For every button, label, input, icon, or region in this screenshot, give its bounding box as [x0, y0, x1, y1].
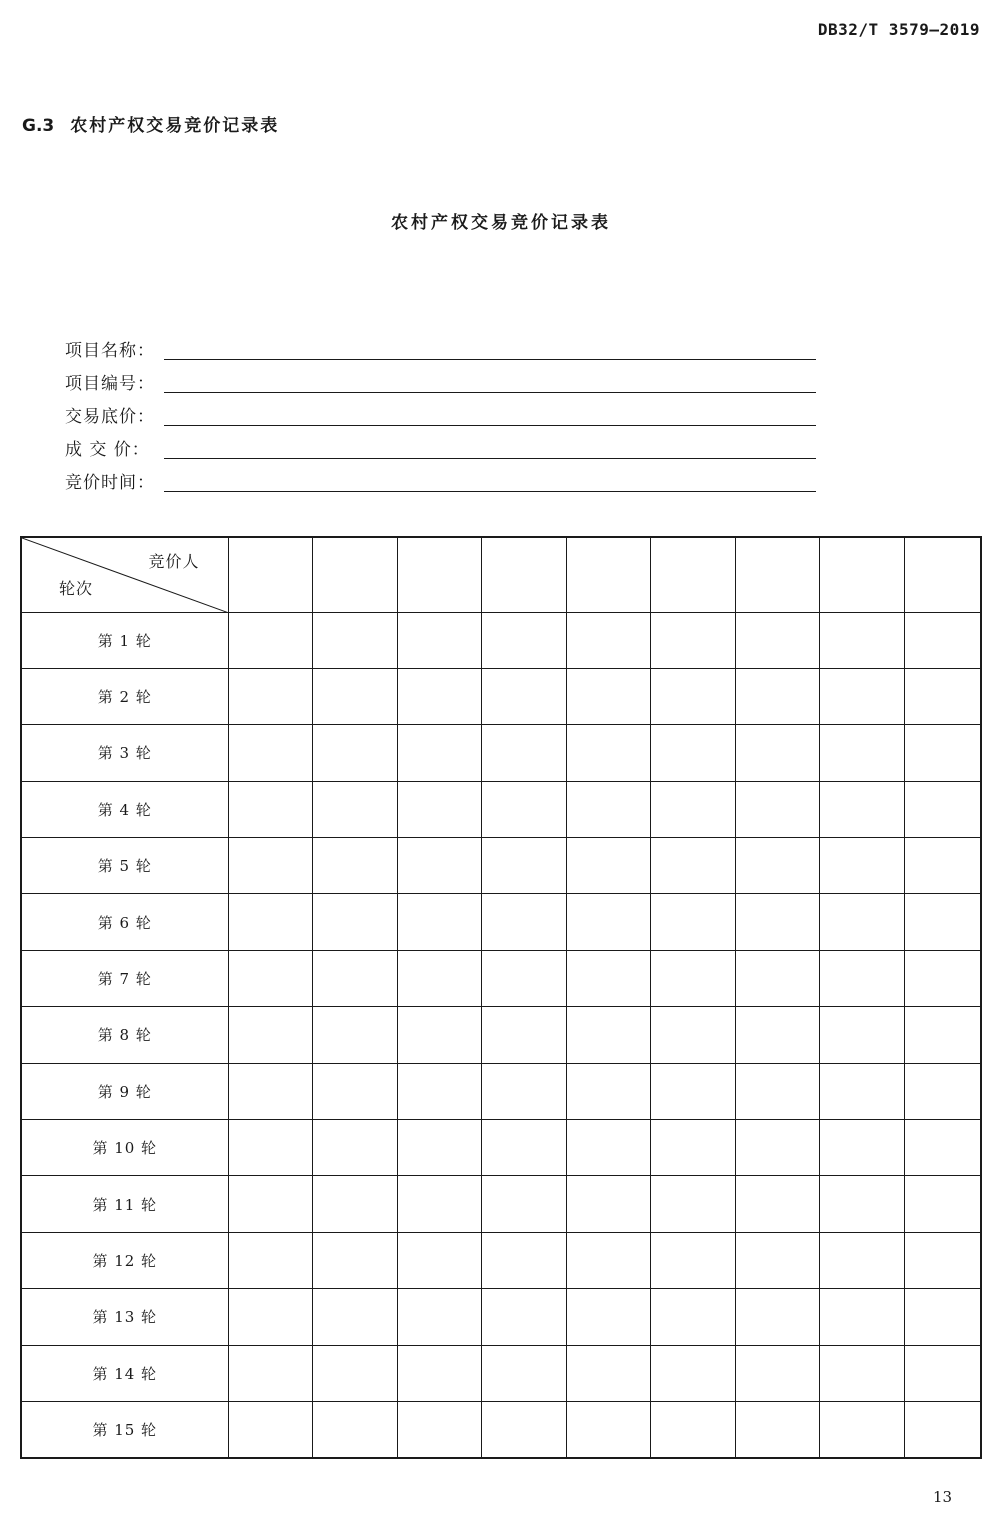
bidder-header-cell[interactable] — [819, 537, 904, 612]
bid-cell[interactable] — [312, 1289, 397, 1345]
page-number: 13 — [933, 1488, 953, 1506]
bid-cell[interactable] — [904, 1345, 981, 1401]
bid-cell[interactable] — [481, 668, 566, 724]
bid-cell[interactable] — [397, 1345, 481, 1401]
bid-cell[interactable] — [481, 950, 566, 1006]
bid-cell[interactable] — [819, 1232, 904, 1288]
field-label: 成 交 价： — [65, 440, 150, 460]
table-row — [21, 1120, 981, 1176]
table-row — [21, 668, 981, 724]
bid-cell[interactable] — [904, 894, 981, 950]
bid-cell[interactable] — [481, 1345, 566, 1401]
table-row — [21, 1345, 981, 1401]
bid-cell[interactable] — [904, 668, 981, 724]
bid-cell[interactable] — [566, 1289, 650, 1345]
round-label: 第 11 轮 — [21, 1176, 228, 1232]
bid-cell[interactable] — [735, 894, 819, 950]
project-number-input-line[interactable] — [164, 392, 816, 393]
bid-cell[interactable] — [228, 950, 312, 1006]
deal-price-input-line[interactable] — [164, 458, 816, 459]
bid-cell[interactable] — [819, 1007, 904, 1063]
table-row — [21, 1176, 981, 1232]
bid-cell[interactable] — [566, 781, 650, 837]
table-row — [21, 894, 981, 950]
bidder-header-cell[interactable] — [397, 537, 481, 612]
bid-cell[interactable] — [819, 1063, 904, 1119]
bid-cell[interactable] — [397, 1007, 481, 1063]
bid-cell[interactable] — [228, 1176, 312, 1232]
field-label: 项目编号： — [65, 374, 155, 394]
bid-cell[interactable] — [312, 725, 397, 781]
round-label: 第 12 轮 — [21, 1232, 228, 1288]
bid-cell[interactable] — [481, 1063, 566, 1119]
table-row — [21, 1401, 981, 1457]
bid-cell[interactable] — [819, 1345, 904, 1401]
bid-cell[interactable] — [481, 1401, 566, 1457]
bid-cell[interactable] — [481, 894, 566, 950]
bid-cell[interactable] — [904, 838, 981, 894]
bid-cell[interactable] — [481, 1120, 566, 1176]
bid-cell[interactable] — [397, 838, 481, 894]
bid-cell[interactable] — [397, 781, 481, 837]
round-label: 第 2 轮 — [21, 668, 228, 724]
bid-cell[interactable] — [735, 1232, 819, 1288]
bid-cell[interactable] — [566, 838, 650, 894]
table-row — [21, 1289, 981, 1345]
bid-cell[interactable] — [312, 1232, 397, 1288]
bid-cell[interactable] — [819, 725, 904, 781]
bid-cell[interactable] — [228, 612, 312, 668]
bid-cell[interactable] — [312, 950, 397, 1006]
bid-cell[interactable] — [904, 1289, 981, 1345]
bid-cell[interactable] — [312, 612, 397, 668]
round-label: 第 3 轮 — [21, 725, 228, 781]
bid-cell[interactable] — [228, 668, 312, 724]
bidder-header-cell[interactable] — [735, 537, 819, 612]
section-title: 农村产权交易竞价记录表 — [70, 116, 280, 136]
bidder-header-cell[interactable] — [904, 537, 981, 612]
bid-cell[interactable] — [819, 950, 904, 1006]
bid-cell[interactable] — [650, 1120, 735, 1176]
bid-cell[interactable] — [481, 1007, 566, 1063]
bid-cell[interactable] — [228, 1345, 312, 1401]
round-label: 第 1 轮 — [21, 612, 228, 668]
bid-cell[interactable] — [566, 612, 650, 668]
section-heading — [22, 111, 279, 136]
round-label: 第 7 轮 — [21, 950, 228, 1006]
bid-cell[interactable] — [566, 668, 650, 724]
bid-cell[interactable] — [566, 1007, 650, 1063]
bid-cell[interactable] — [819, 838, 904, 894]
bid-cell[interactable] — [566, 950, 650, 1006]
bid-cell[interactable] — [312, 1345, 397, 1401]
bidder-header-cell[interactable] — [566, 537, 650, 612]
bid-cell[interactable] — [735, 1289, 819, 1345]
bid-cell[interactable] — [397, 950, 481, 1006]
bidder-header-cell[interactable] — [481, 537, 566, 612]
round-label: 第 5 轮 — [21, 838, 228, 894]
bid-cell[interactable] — [566, 1345, 650, 1401]
round-label: 第 8 轮 — [21, 1007, 228, 1063]
bid-cell[interactable] — [650, 1007, 735, 1063]
bid-cell[interactable] — [397, 894, 481, 950]
table-row — [21, 950, 981, 1006]
round-label: 第 4 轮 — [21, 781, 228, 837]
bid-cell[interactable] — [397, 668, 481, 724]
bid-cell[interactable] — [735, 1345, 819, 1401]
bid-cell[interactable] — [566, 894, 650, 950]
bid-cell[interactable] — [228, 838, 312, 894]
bid-cell[interactable] — [819, 612, 904, 668]
bid-cell[interactable] — [650, 1063, 735, 1119]
round-header-label: 轮次 — [59, 578, 94, 598]
bid-cell[interactable] — [650, 950, 735, 1006]
bid-cell[interactable] — [904, 1063, 981, 1119]
bid-cell[interactable] — [735, 1063, 819, 1119]
bid-cell[interactable] — [312, 781, 397, 837]
bid-cell[interactable] — [566, 1176, 650, 1232]
bid-cell[interactable] — [312, 894, 397, 950]
table-row — [21, 612, 981, 668]
bid-cell[interactable] — [735, 1176, 819, 1232]
bid-cell[interactable] — [819, 668, 904, 724]
bid-cell[interactable] — [735, 612, 819, 668]
bid-cell[interactable] — [650, 725, 735, 781]
bid-cell[interactable] — [819, 1401, 904, 1457]
bid-cell[interactable] — [650, 781, 735, 837]
section-number: G.3 — [22, 116, 55, 136]
bid-cell[interactable] — [312, 668, 397, 724]
bid-cell[interactable] — [397, 1401, 481, 1457]
bid-cell[interactable] — [735, 668, 819, 724]
field-label: 交易底价： — [65, 407, 155, 427]
bid-cell[interactable] — [228, 1007, 312, 1063]
table-row — [21, 725, 981, 781]
bid-cell[interactable] — [481, 612, 566, 668]
bid-cell[interactable] — [650, 894, 735, 950]
bid-cell[interactable] — [904, 1176, 981, 1232]
bid-cell[interactable] — [312, 838, 397, 894]
bid-cell[interactable] — [397, 1232, 481, 1288]
table-row — [21, 1007, 981, 1063]
bid-cell[interactable] — [566, 1120, 650, 1176]
bid-cell[interactable] — [397, 1120, 481, 1176]
bid-cell[interactable] — [819, 1176, 904, 1232]
bid-cell[interactable] — [650, 1289, 735, 1345]
bid-cell[interactable] — [735, 1007, 819, 1063]
bid-cell[interactable] — [819, 894, 904, 950]
bid-cell[interactable] — [735, 1120, 819, 1176]
bidder-header-label: 竞价人 — [148, 552, 200, 571]
bid-cell[interactable] — [481, 1176, 566, 1232]
round-label: 第 13 轮 — [21, 1289, 228, 1345]
table-row — [21, 781, 981, 837]
bid-cell[interactable] — [904, 950, 981, 1006]
project-name-input-line[interactable] — [164, 359, 816, 360]
bid-cell[interactable] — [397, 725, 481, 781]
bid-cell[interactable] — [735, 1401, 819, 1457]
bid-cell[interactable] — [397, 1289, 481, 1345]
bid-cell[interactable] — [566, 1232, 650, 1288]
bid-cell[interactable] — [735, 950, 819, 1006]
bidder-header-cell[interactable] — [228, 537, 312, 612]
bid-cell[interactable] — [904, 612, 981, 668]
bid-cell[interactable] — [228, 725, 312, 781]
bid-cell[interactable] — [566, 1063, 650, 1119]
bid-cell[interactable] — [228, 1401, 312, 1457]
bid-cell[interactable] — [904, 781, 981, 837]
bid-cell[interactable] — [904, 1401, 981, 1457]
bid-cell[interactable] — [228, 781, 312, 837]
bid-cell[interactable] — [650, 1345, 735, 1401]
bid-cell[interactable] — [566, 725, 650, 781]
field-label: 项目名称： — [65, 341, 155, 361]
bidding-time-input-line[interactable] — [164, 491, 816, 492]
bid-cell[interactable] — [481, 1232, 566, 1288]
bid-cell[interactable] — [481, 1289, 566, 1345]
bid-cell[interactable] — [650, 1176, 735, 1232]
diagonal-header-cell — [21, 537, 228, 612]
bid-cell[interactable] — [650, 668, 735, 724]
bid-cell[interactable] — [650, 1232, 735, 1288]
bid-cell[interactable] — [312, 1176, 397, 1232]
bid-cell[interactable] — [904, 1232, 981, 1288]
bid-cell[interactable] — [397, 1063, 481, 1119]
table-header-row — [21, 537, 981, 612]
round-label: 第 6 轮 — [21, 894, 228, 950]
table-row — [21, 838, 981, 894]
base-price-input-line[interactable] — [164, 425, 816, 426]
bidding-record-table — [20, 536, 980, 1458]
bid-cell[interactable] — [228, 1120, 312, 1176]
bid-cell[interactable] — [312, 1063, 397, 1119]
bid-cell[interactable] — [228, 1232, 312, 1288]
bid-cell[interactable] — [228, 894, 312, 950]
bid-cell[interactable] — [650, 838, 735, 894]
bid-cell[interactable] — [312, 1120, 397, 1176]
bidder-header-cell[interactable] — [650, 537, 735, 612]
bid-cell[interactable] — [735, 781, 819, 837]
standard-code: DB32/T 3579—2019 — [817, 20, 980, 39]
bid-cell[interactable] — [819, 1289, 904, 1345]
bid-cell[interactable] — [650, 1401, 735, 1457]
bid-cell[interactable] — [735, 838, 819, 894]
bid-cell[interactable] — [397, 1176, 481, 1232]
bid-cell[interactable] — [735, 725, 819, 781]
bid-cell[interactable] — [228, 1289, 312, 1345]
bid-cell[interactable] — [312, 1401, 397, 1457]
bid-cell[interactable] — [312, 1007, 397, 1063]
bid-cell[interactable] — [566, 1401, 650, 1457]
form-title: 农村产权交易竞价记录表 — [391, 213, 611, 233]
field-label: 竞价时间： — [65, 473, 155, 493]
table-row — [21, 1063, 981, 1119]
round-label: 第 9 轮 — [21, 1063, 228, 1119]
bid-cell[interactable] — [481, 725, 566, 781]
round-label: 第 14 轮 — [21, 1345, 228, 1401]
bid-cell[interactable] — [819, 1120, 904, 1176]
bid-cell[interactable] — [481, 838, 566, 894]
round-label: 第 10 轮 — [21, 1120, 228, 1176]
bid-cell[interactable] — [819, 781, 904, 837]
bid-cell[interactable] — [397, 612, 481, 668]
bid-cell[interactable] — [228, 1063, 312, 1119]
bid-cell[interactable] — [650, 612, 735, 668]
bid-cell[interactable] — [904, 725, 981, 781]
bidder-header-cell[interactable] — [312, 537, 397, 612]
bid-cell[interactable] — [904, 1120, 981, 1176]
round-label: 第 15 轮 — [21, 1401, 228, 1457]
bid-cell[interactable] — [481, 781, 566, 837]
table-row — [21, 1232, 981, 1288]
bid-cell[interactable] — [904, 1007, 981, 1063]
